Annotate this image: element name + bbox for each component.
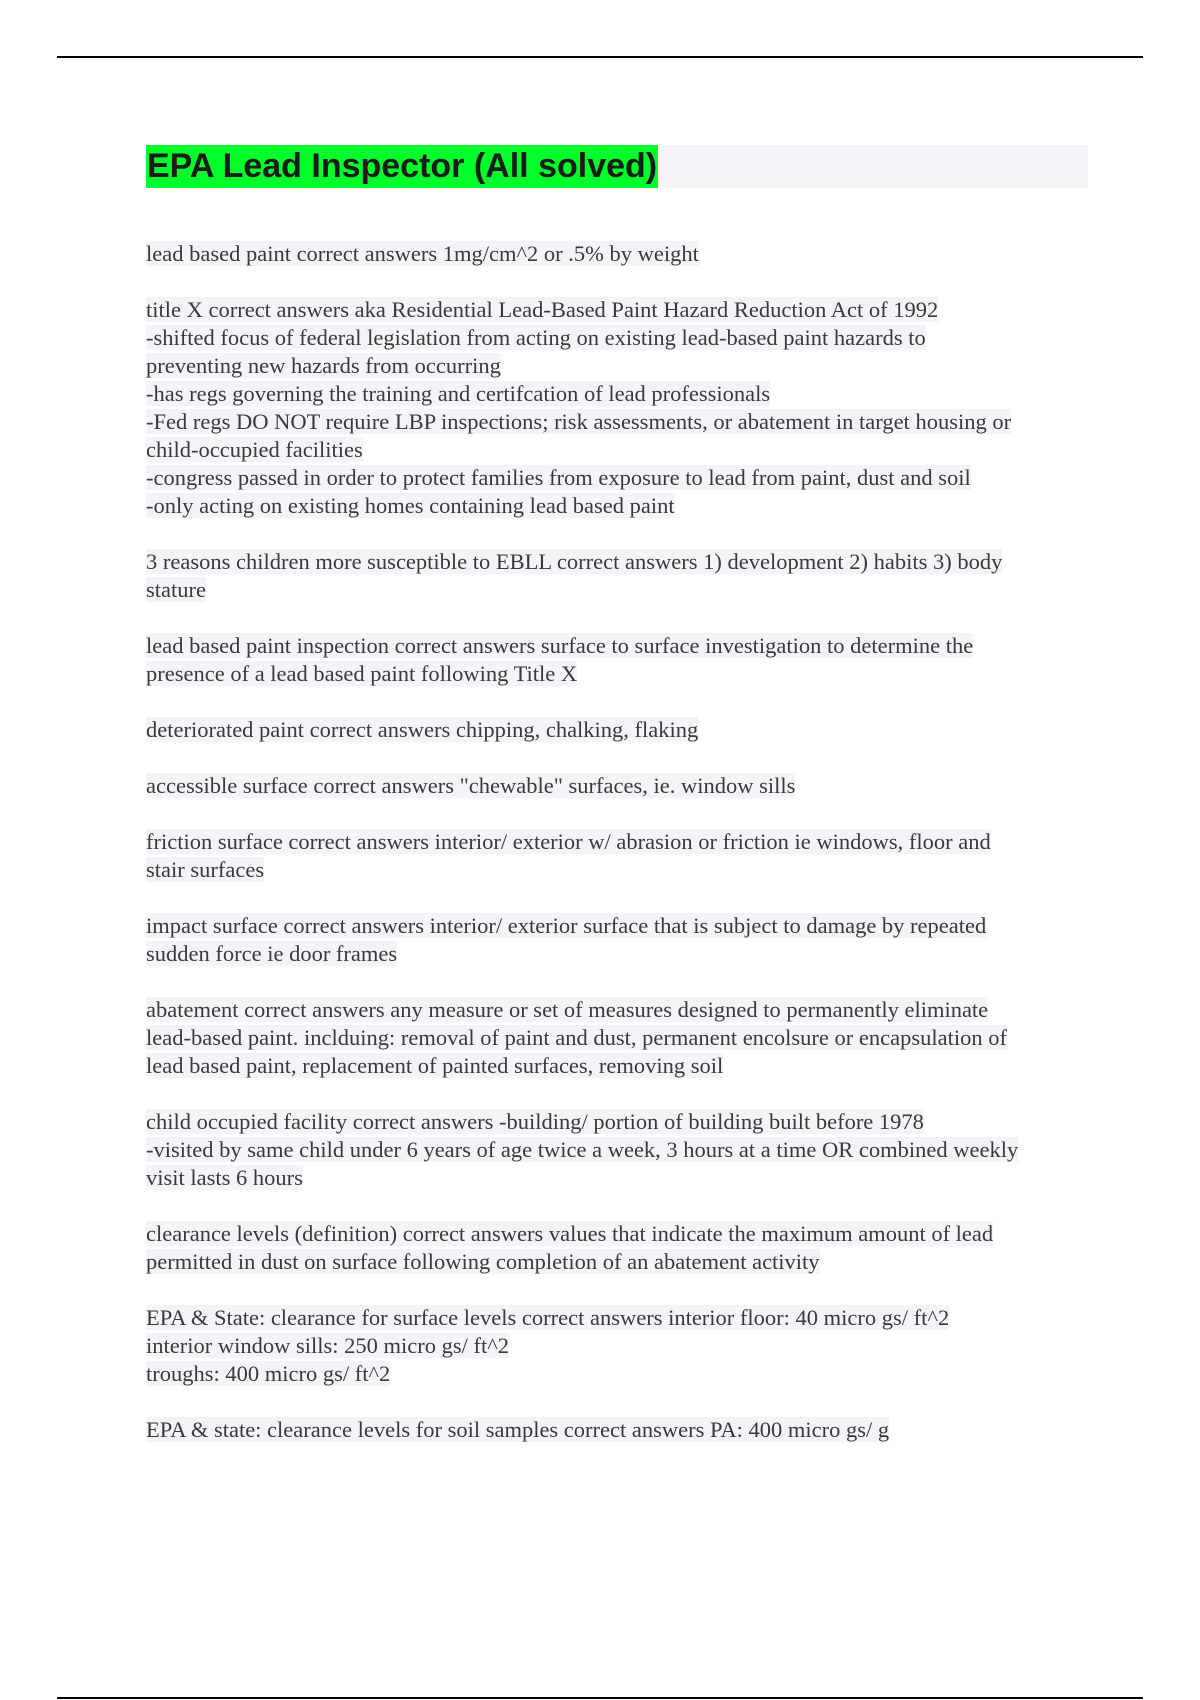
qa-entry [146, 996, 1088, 1080]
qa-line [146, 380, 1088, 408]
qa-line-text: lead-based paint. inclduing: removal of paint and dust, permanent encolsure or encapsulation of [146, 1025, 1007, 1050]
qa-line-text: -shifted focus of federal legislation from acting on existing lead-based paint hazards to [146, 325, 926, 350]
qa-line [146, 912, 1088, 940]
qa-line-text: presence of a lead based paint following Title X [146, 661, 578, 686]
qa-line [146, 492, 1088, 520]
qa-entry [146, 240, 1088, 268]
qa-line-text: accessible surface correct answers "chewable" surfaces, ie. window sills [146, 773, 796, 798]
qa-line-text: friction surface correct answers interior/ exterior w/ abrasion or friction ie windows, floor and [146, 829, 991, 854]
qa-entry [146, 1220, 1088, 1276]
qa-line-text: -only acting on existing homes containing lead based paint [146, 493, 675, 518]
qa-entry [146, 296, 1088, 520]
qa-entry [146, 716, 1088, 744]
qa-line [146, 436, 1088, 464]
qa-line-text: child occupied facility correct answers -building/ portion of building built before 1978 [146, 1109, 924, 1134]
qa-line-text: EPA & state: clearance levels for soil samples correct answers PA: 400 micro gs/ g [146, 1417, 890, 1442]
qa-line-text: deteriorated paint correct answers chipping, chalking, flaking [146, 717, 699, 742]
qa-line [146, 240, 1088, 268]
qa-line-text: 3 reasons children more susceptible to EBLL correct answers 1) development 2) habits 3) body [146, 549, 1003, 574]
qa-line-text: troughs: 400 micro gs/ ft^2 [146, 1361, 391, 1386]
qa-line [146, 828, 1088, 856]
qa-line [146, 408, 1088, 436]
qa-line [146, 1248, 1088, 1276]
qa-line [146, 1136, 1088, 1164]
qa-entry [146, 1108, 1088, 1192]
qa-line-text: -has regs governing the training and certifcation of lead professionals [146, 381, 771, 406]
qa-entry [146, 1416, 1088, 1444]
bottom-rule [57, 1697, 1143, 1699]
qa-line [146, 1304, 1088, 1332]
qa-line [146, 324, 1088, 352]
qa-line [146, 548, 1088, 576]
qa-line-text: lead based paint, replacement of painted surfaces, removing soil [146, 1053, 724, 1078]
qa-line-text: permitted in dust on surface following completion of an abatement activity [146, 1249, 820, 1274]
qa-line [146, 1164, 1088, 1192]
qa-line [146, 1360, 1088, 1388]
qa-entry [146, 772, 1088, 800]
qa-line-text: preventing new hazards from occurring [146, 353, 501, 378]
qa-line [146, 1416, 1088, 1444]
qa-entry [146, 912, 1088, 968]
qa-line [146, 296, 1088, 324]
qa-line [146, 1220, 1088, 1248]
qa-line [146, 940, 1088, 968]
qa-entry [146, 828, 1088, 884]
qa-entry [146, 1304, 1088, 1388]
qa-line-text: impact surface correct answers interior/ exterior surface that is subject to damage by repeated [146, 913, 987, 938]
qa-line-text: EPA & State: clearance for surface levels correct answers interior floor: 40 micro gs/ ft^2 [146, 1305, 950, 1330]
qa-line-text: -visited by same child under 6 years of age twice a week, 3 hours at a time OR combined weekly [146, 1137, 1019, 1162]
qa-line [146, 660, 1088, 688]
qa-line-text: interior window sills: 250 micro gs/ ft^2 [146, 1333, 510, 1358]
qa-line-text: clearance levels (definition) correct answers values that indicate the maximum amount of lead [146, 1221, 994, 1246]
qa-line-text: stair surfaces [146, 857, 265, 882]
qa-line-text: lead based paint inspection correct answers surface to surface investigation to determine the [146, 633, 974, 658]
qa-list [146, 240, 1088, 1444]
qa-line [146, 772, 1088, 800]
qa-line-text: lead based paint correct answers 1mg/cm^2 or .5% by weight [146, 241, 699, 266]
qa-entry [146, 548, 1088, 604]
qa-line [146, 996, 1088, 1024]
qa-line-text: child-occupied facilities [146, 437, 363, 462]
title-band [146, 145, 1088, 188]
qa-line [146, 576, 1088, 604]
qa-line-text: -Fed regs DO NOT require LBP inspections; risk assessments, or abatement in target housing or [146, 409, 1012, 434]
qa-line [146, 716, 1088, 744]
document-title: EPA Lead Inspector (All solved) [146, 145, 658, 188]
top-rule [57, 56, 1143, 58]
qa-line-text: stature [146, 577, 206, 602]
qa-line [146, 632, 1088, 660]
document-body [146, 145, 1088, 1472]
qa-entry [146, 632, 1088, 688]
qa-line [146, 1024, 1088, 1052]
qa-line [146, 1332, 1088, 1360]
qa-line [146, 464, 1088, 492]
qa-line [146, 1108, 1088, 1136]
qa-line [146, 856, 1088, 884]
qa-line-text: visit lasts 6 hours [146, 1165, 303, 1190]
qa-line [146, 1052, 1088, 1080]
qa-line-text: sudden force ie door frames [146, 941, 398, 966]
qa-line-text: title X correct answers aka Residential Lead-Based Paint Hazard Reduction Act of 1992 [146, 297, 939, 322]
qa-line [146, 352, 1088, 380]
qa-line-text: -congress passed in order to protect families from exposure to lead from paint, dust and soil [146, 465, 971, 490]
qa-line-text: abatement correct answers any measure or set of measures designed to permanently eliminate [146, 997, 989, 1022]
